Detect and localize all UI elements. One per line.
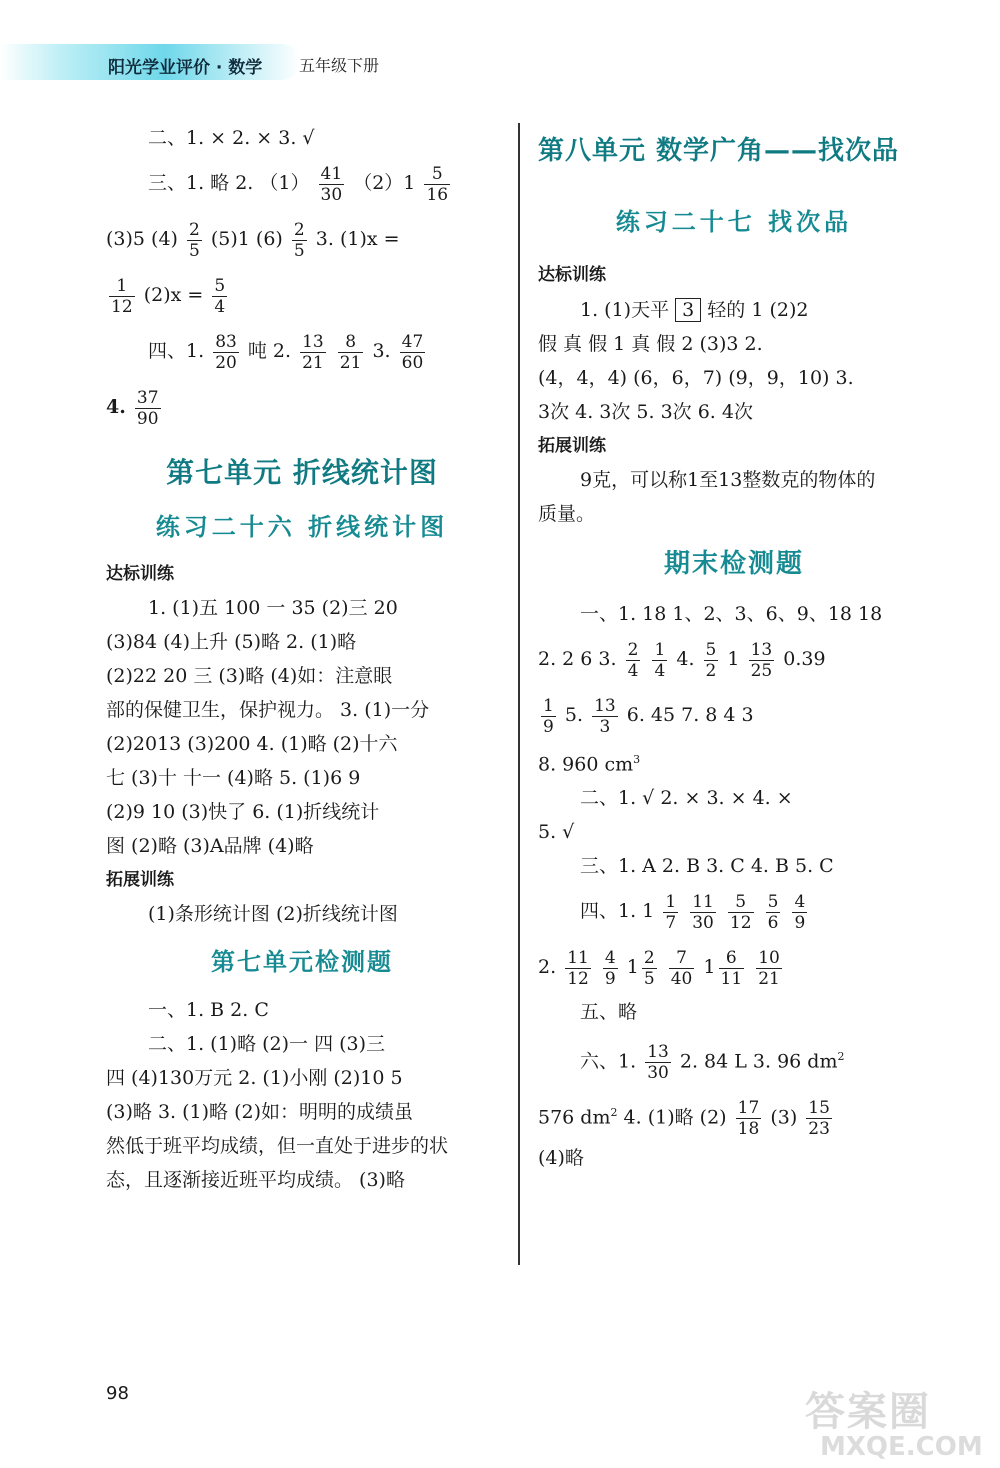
answer-line: 8. 960 $cm^3$ — [538, 753, 641, 776]
section-label: 拓展训练 — [538, 436, 606, 456]
answer-line: 二、1. √ 2. × 3. × 4. × — [580, 787, 793, 810]
book-title: 阳光学业评价 · 数学 — [108, 58, 263, 78]
page-number: 98 — [106, 1383, 129, 1404]
page-header — [0, 0, 1000, 110]
exercise-heading: 练习二十七 找次品 — [615, 208, 853, 236]
answer-line: 态，且逐渐接近班平均成绩。 (3)略 — [106, 1169, 405, 1191]
answer-line: (2)9 10 (3)快了 6. (1)折线统计 — [106, 801, 380, 823]
answer-line: (2)2013 (3)200 4. (1)略 (2)十六 — [106, 733, 398, 755]
answer-line: 9克，可以称1至13整数克的物体的 — [580, 469, 876, 491]
answer-line: $\frac{1}{9}$ 5. $\frac{13}{3}$ 6. 45 7. 8 4 3 — [543, 695, 754, 737]
answer-line: $\frac{1}{12}$ (2)x = $\frac{5}{4}$ — [111, 275, 226, 317]
answer-line: 4. $\frac{37}{90}$ — [106, 387, 159, 429]
answer-line: (4，4，4) (6，6，7) (9，9，10) 3. — [538, 367, 854, 389]
answer-line: 然低于班平均成绩，但一直处于进步的状 — [106, 1135, 449, 1157]
answer-line: 部的保健卫生，保护视力。 3. (1)一分 — [106, 699, 430, 721]
section-label: 达标训练 — [106, 564, 174, 584]
answer-line: 七 (3)十 十一 (4)略 5. (1)6 9 — [106, 767, 361, 789]
unit-heading: 第八单元 数学广角——找次品 — [538, 136, 900, 166]
answer-line: 2. $\frac{11}{12}$ $\frac{4}{9}$ 1 $\frac{2}{5}$ $\frac{7}{40}$ 1 $\frac{6}{11}$ $\frac{10}{21}$ — [538, 947, 780, 989]
answer-line: (2)22 20 三 (3)略 (4)如：注意眼 — [106, 665, 393, 687]
answer-line: 三、1. 略 2. （1） $\frac{41}{30}$ （2）1 $\frac{5}{16}$ — [148, 163, 449, 205]
answer-line: 5. √ — [538, 821, 575, 844]
watermark-url: MXQE.COM — [820, 1432, 983, 1462]
answer-line: 一、1. B 2. C — [148, 999, 269, 1021]
answer-line: 五、略 — [580, 1001, 638, 1024]
unit-heading: 第七单元 折线统计图 — [166, 456, 438, 489]
answer-line: 假 真 假 1 真 假 2 (3)3 2. — [538, 333, 763, 355]
answer-line: 576 $dm^2$ 4. (1)略 (2) $\frac{17}{18}$ (3) $\frac{15}{23}$ — [538, 1098, 830, 1140]
answer-line: (3)5 (4) $\frac{2}{5}$ (5)1 (6) $\frac{2}{5}$ 3. (1)x = — [106, 219, 400, 261]
answer-line: 四、1. 1 $\frac{1}{7}$ $\frac{11}{30}$ $\frac{5}{12}$ $\frac{5}{6}$ $\frac{4}{9}$ — [580, 891, 806, 933]
left-column — [106, 115, 498, 1197]
test-heading: 第七单元检测题 — [211, 948, 393, 976]
column-divider — [518, 123, 520, 1265]
answer-line: (3)略 3. (1)略 (2)如：明明的成绩虽 — [106, 1101, 413, 1123]
section-label: 拓展训练 — [106, 870, 174, 890]
answer-line: 二、1. (1)略 (2)一 四 (3)三 — [148, 1033, 386, 1055]
answer-line: 3次 4. 3次 5. 3次 6. 4次 — [538, 401, 753, 423]
answer-line: 二、1. × 2. × 3. √ — [148, 127, 315, 149]
answer-line: 质量。 — [538, 503, 596, 525]
book-grade: 五年级下册 — [299, 56, 380, 75]
boxed-number: 3 — [675, 298, 701, 322]
answer-line: (3)84 (4)上升 (5)略 2. (1)略 — [106, 631, 357, 653]
answer-line: (4)略 — [538, 1147, 584, 1170]
answer-line: (1)条形统计图 (2)折线统计图 — [148, 903, 398, 925]
answer-line: 四 (4)130万元 2. (1)小刚 (2)10 5 — [106, 1067, 403, 1089]
exercise-heading: 练习二十六 折线统计图 — [155, 513, 449, 541]
answer-line: 1. (1)五 100 一 35 (2)三 20 — [148, 597, 398, 619]
answer-line: 图 (2)略 (3)A品牌 (4)略 — [106, 835, 314, 857]
answer-line: 2. 2 6 3. $\frac{2}{4}$ $\frac{1}{4}$ 4. $\frac{5}{2}$ 1 $\frac{13}{25}$ 0.39 — [538, 639, 826, 681]
answer-line: 三、1. A 2. B 3. C 4. B 5. C — [580, 855, 834, 878]
answer-line: 六、1. $\frac{13}{30}$ 2. 84 L 3. 96 $dm^2$ — [580, 1042, 845, 1084]
section-label: 达标训练 — [538, 265, 606, 285]
watermark: 答案圈 — [805, 1389, 931, 1435]
final-test-heading: 期末检测题 — [663, 549, 804, 579]
right-column — [538, 115, 930, 1175]
answer-line: 四、1. $\frac{83}{20}$ 吨 2. $\frac{13}{21}$ $\frac{8}{21}$ 3. $\frac{47}{60}$ — [148, 331, 424, 373]
answer-line: 一、1. 18 1、2、3、6、9、18 18 — [580, 603, 883, 625]
answer-line: 1. (1)天平 3 轻的 1 (2)2 — [580, 299, 809, 321]
